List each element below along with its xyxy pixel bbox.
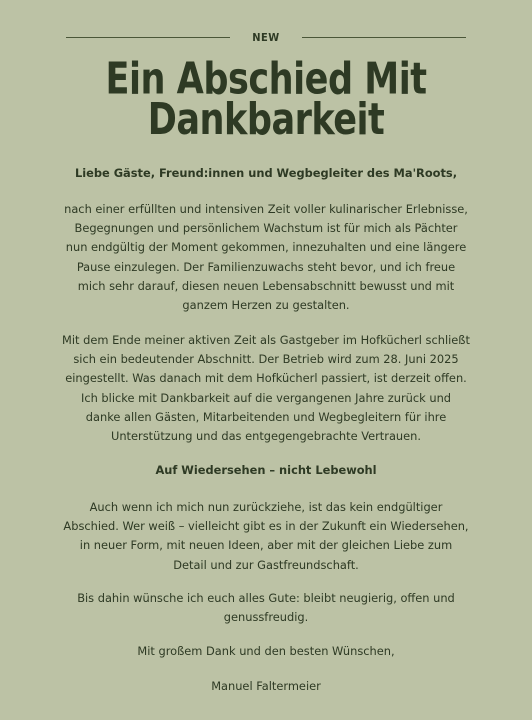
paragraph-intro: nach einer erfüllten und intensiven Zeit voller kulinarischer Erlebnisse, Begegnungen und persönlichem Wachstum ist für mich als Pächter nun endgültig der Moment gekommen, innezuhalten und eine längere Pause einzulegen. Der Familienzuwachs steht bevor, und ich freue mich sehr darauf, diesen neuen Lebensabschnitt bewusst und mit ganzem Herzen zu gestalten. — [64, 202, 468, 313]
article-title-line-1: Ein Abschied Mit — [105, 54, 427, 105]
paragraph-closure: Mit dem Ende meiner aktiven Zeit als Gastgeber im Hofkücherl schließt sich ein bedeutender Abschnitt. Der Betrieb wird zum 28. Juni 2025 eingestellt. Was danach mit dem Hofkücherl passiert, ist derzeit offen. Ich blicke mit Dankbarkeit auf die vergangenen Jahre zurück und danke allen Gästen, Mitarbeitenden und Wegbegleitern für ihre Unterstützung und das entgegengebrachte Vertrauen. — [62, 333, 470, 444]
subheading: Auf Wiedersehen – nicht Lebewohl — [155, 463, 377, 477]
new-badge: NEW — [252, 30, 280, 44]
paragraph-future: Auch wenn ich mich nun zurückziehe, ist das kein endgültiger Abschied. Wer weiß – vielleicht gibt es in der Zukunft ein Wiedersehen, in neuer Form, mit neuen Ideen, aber mit der gleichen Liebe zum Detail und zur Gastfreundschaft. — [63, 500, 469, 572]
greeting: Liebe Gäste, Freund:innen und Wegbegleiter des Ma'Roots, — [74, 166, 458, 180]
closing-line: Mit großem Dank und den besten Wünschen, — [137, 644, 395, 658]
divider-line-right — [302, 37, 466, 38]
signature: Manuel Faltermeier — [211, 679, 321, 693]
article-title — [0, 54, 532, 146]
paragraph-wishes: Bis dahin wünsche ich euch alles Gute: bleibt neugierig, offen und genussfreudig. — [77, 591, 455, 625]
article-title-line-2: Dankbarkeit — [147, 94, 385, 146]
eyebrow — [66, 29, 466, 45]
divider-line-left — [66, 37, 230, 38]
